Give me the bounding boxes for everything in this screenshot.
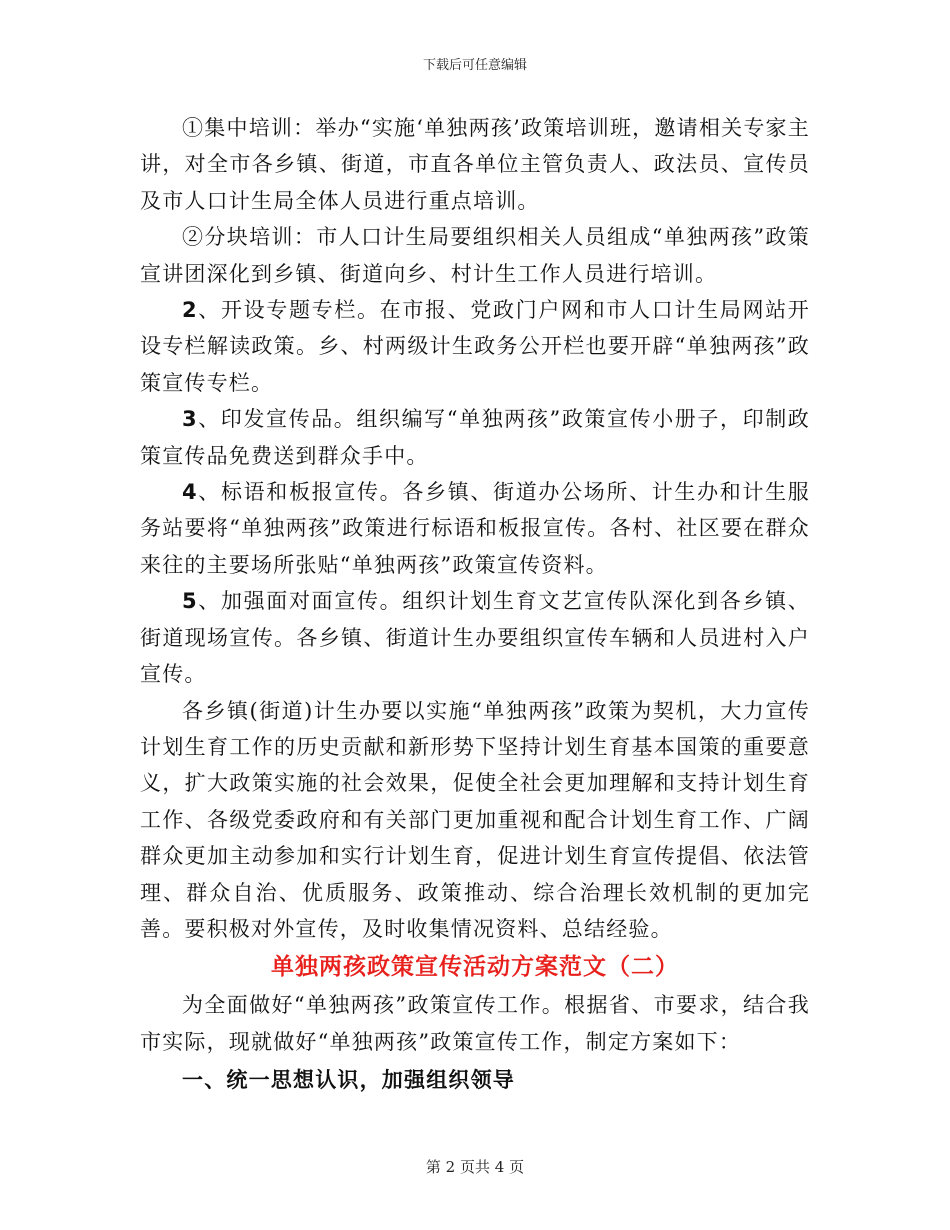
document-body	[140, 110, 810, 1100]
paragraph-text: 、开设专题专栏。在市报、党政门户网和市人口计生局网站开设专栏解读政策。乡、村两级计生政务公开栏也要开辟“单独两孩”政策宣传专栏。	[140, 298, 810, 395]
item-number: 3	[182, 407, 198, 432]
paragraph-text: ①集中培训：举办“实施‘单独两孩’政策培训班，邀请相关专家主讲，对全市各乡镇、街道，市直各单位主管负责人、政法员、宣传员及市人口计生局全体人员进行重点培训。	[140, 116, 810, 213]
page-footer: 第 2 页共 4 页	[425, 1158, 525, 1176]
paragraph-training-centralized	[140, 110, 810, 219]
paragraph-text: 、加强面对面宣传。组织计划生育文艺宣传队深化到各乡镇、街道现场宣传。各乡镇、街道计生办要组织宣传车辆和人员进村入户宣传。	[140, 589, 810, 687]
item-number: 5	[182, 589, 198, 614]
paragraph-item-5	[140, 583, 810, 692]
page-header: 下载后可任意编辑	[422, 58, 527, 73]
section-title: 单独两孩政策宣传活动方案范文（二）	[271, 953, 679, 981]
paragraph-text: ②分块培训：市人口计生局要组织相关人员组成“单独两孩”政策宣讲团深化到乡镇、街道向乡、村计生工作人员进行培训。	[140, 225, 810, 286]
paragraph-intro: 为全面做好“单独两孩”政策宣传工作。根据省、市要求，结合我市实际，现就做好“单独两孩”政策宣传工作，制定方案如下：	[140, 993, 810, 1054]
paragraph-summary	[140, 693, 810, 948]
paragraph-text: 、印发宣传品。组织编写“单独两孩”政策宣传小册子，印制政策宣传品免费送到群众手中。	[140, 407, 810, 468]
paragraph-item-3	[140, 401, 810, 474]
heading-level-1: 一、统一思想认识，加强组织领导	[182, 1067, 515, 1093]
paragraph-training-divided	[140, 219, 810, 292]
item-number: 2	[182, 298, 198, 323]
paragraph-item-2	[140, 292, 810, 401]
paragraph-text: 各乡镇(街道)计生办要以实施“单独两孩”政策为契机，大力宣传计划生育工作的历史贡献和新形势下坚持计划生育基本国策的重要意义，扩大政策实施的社会效果，促使全社会更加理解和支持计划生育工作、各级党委政府和有关部门更加重视和配合计划生育工作、广阔群众更加主动参加和实行计划生育，促进计划生育宣传提倡、依法管理、群众自治、优质服务、政策推动、综合治理长效机制的更加完善。要积极对外宣传，及时收集情况资料、总结经验。	[140, 698, 810, 941]
item-number: 4	[182, 480, 198, 505]
paragraph-item-4	[140, 474, 810, 583]
paragraph-text: 、标语和板报宣传。各乡镇、街道办公场所、计生办和计生服务站要将“单独两孩”政策进行标语和板报宣传。各村、社区要在群众来往的主要场所张贴“单独两孩”政策宣传资料。	[140, 480, 810, 577]
